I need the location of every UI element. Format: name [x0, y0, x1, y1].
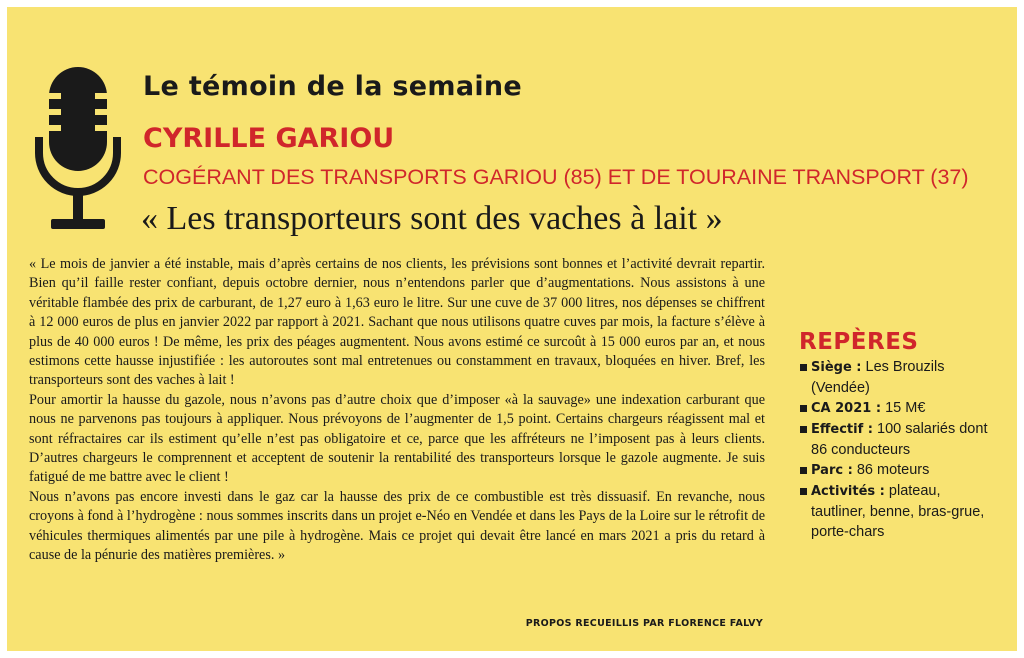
reperes-item — [799, 460, 989, 481]
reperes-item — [799, 419, 989, 460]
article-body — [29, 255, 765, 566]
section-kicker: Le témoin de la semaine — [143, 71, 523, 102]
reperes-label: Effectif : — [811, 422, 873, 437]
headline-quote: « Les transporteurs sont des vaches à lait » — [141, 200, 723, 237]
bullet-square-icon — [800, 467, 807, 474]
article-paragraph: « Le mois de janvier a été instable, mais d’après certains de nos clients, les prévisions sont bonnes et l’activité devrait repartir. Bien qu’il faille rester confiant, depuis octobre dernier, nous n’entendons parler que d’augmentations. Nous assistons à une véritable flambée des prix de carburant, de 1,27 euro à 1,63 euro le litre. Sur une cuve de 37 000 litres, nos dépenses se chiffrent à 12 000 euros de plus en janvier 2022 par rapport à 2021. Sachant que nous utilisons quatre cuves par mois, la facture s’élève à plus de 40 000 euros ! De même, les prix des péages augmentent. Nous avons estimé ce surcoût à 15 000 euros par an, et nous estimons cette hausse injustifiée : les autoroutes sont mal entretenues ou constamment en travaux, bloquées en hiver. Bref, les transporteurs sont des vaches à lait ! — [29, 256, 765, 389]
reperes-box — [799, 329, 989, 542]
reperes-item — [799, 357, 989, 398]
microphone-icon — [35, 67, 121, 237]
reperes-item — [799, 398, 989, 419]
reperes-item — [799, 481, 989, 542]
reperes-value: 15 M€ — [885, 400, 926, 416]
reperes-value: 100 salariés dont 86 conducteurs — [811, 421, 988, 458]
reperes-label: Parc : — [811, 463, 853, 478]
bullet-square-icon — [800, 488, 807, 495]
article-paragraph: Nous n’avons pas encore investi dans le gaz car la hausse des prix de ce combustible est très dissuasif. En revanche, nous croyons à fond à l’hydrogène : nous sommes inscrits dans un projet e-Néo en Vendée et dans les Pays de la Loire sur le rétrofit de véhicules thermiques alimentés par une pile à hydrogène. Mais ce projet qui devait être lancé en mars 2021 a pris du retard à cause de la pénurie des matières premières. » — [29, 488, 765, 564]
article-panel — [7, 7, 1017, 651]
reperes-value: 86 moteurs — [856, 462, 930, 478]
reperes-value: plateau, tautliner, benne, bras-grue, porte-chars — [811, 483, 985, 540]
bullet-square-icon — [800, 364, 807, 371]
bullet-square-icon — [800, 405, 807, 412]
article-paragraph: Pour amortir la hausse du gazole, nous n’avons pas d’autre choix que d’imposer «à la sauvage» une indexation carburant que nous ne parvenons pas toujours à appliquer. Nous prévoyons de l’augmenter de 1,5 point. Certains chargeurs réagissent mal et sont réfractaires car ils estiment qu’elle n’est pas obligatoire et ce, parce que les affréteurs ne l’imposent pas à leurs clients. D’autres chargeurs le comprennent et acceptent de soutenir la rentabilité des transporteurs lorsque le gazole augmente. Je suis fatigué de me battre avec le client ! — [29, 391, 765, 486]
witness-role: COGÉRANT DES TRANSPORTS GARIOU (85) ET DE TOURAINE TRANSPORT (37) — [143, 165, 969, 189]
reperes-value: Les Brouzils (Vendée) — [811, 359, 945, 396]
reperes-title: REPÈRES — [799, 329, 919, 355]
witness-name: CYRILLE GARIOU — [143, 123, 395, 154]
reperes-label: CA 2021 : — [811, 401, 882, 416]
author-credit: PROPOS RECUEILLIS PAR FLORENCE FALVY — [525, 618, 763, 629]
reperes-label: Activités : — [811, 484, 885, 499]
reperes-label: Siège : — [811, 360, 862, 375]
bullet-square-icon — [800, 426, 807, 433]
